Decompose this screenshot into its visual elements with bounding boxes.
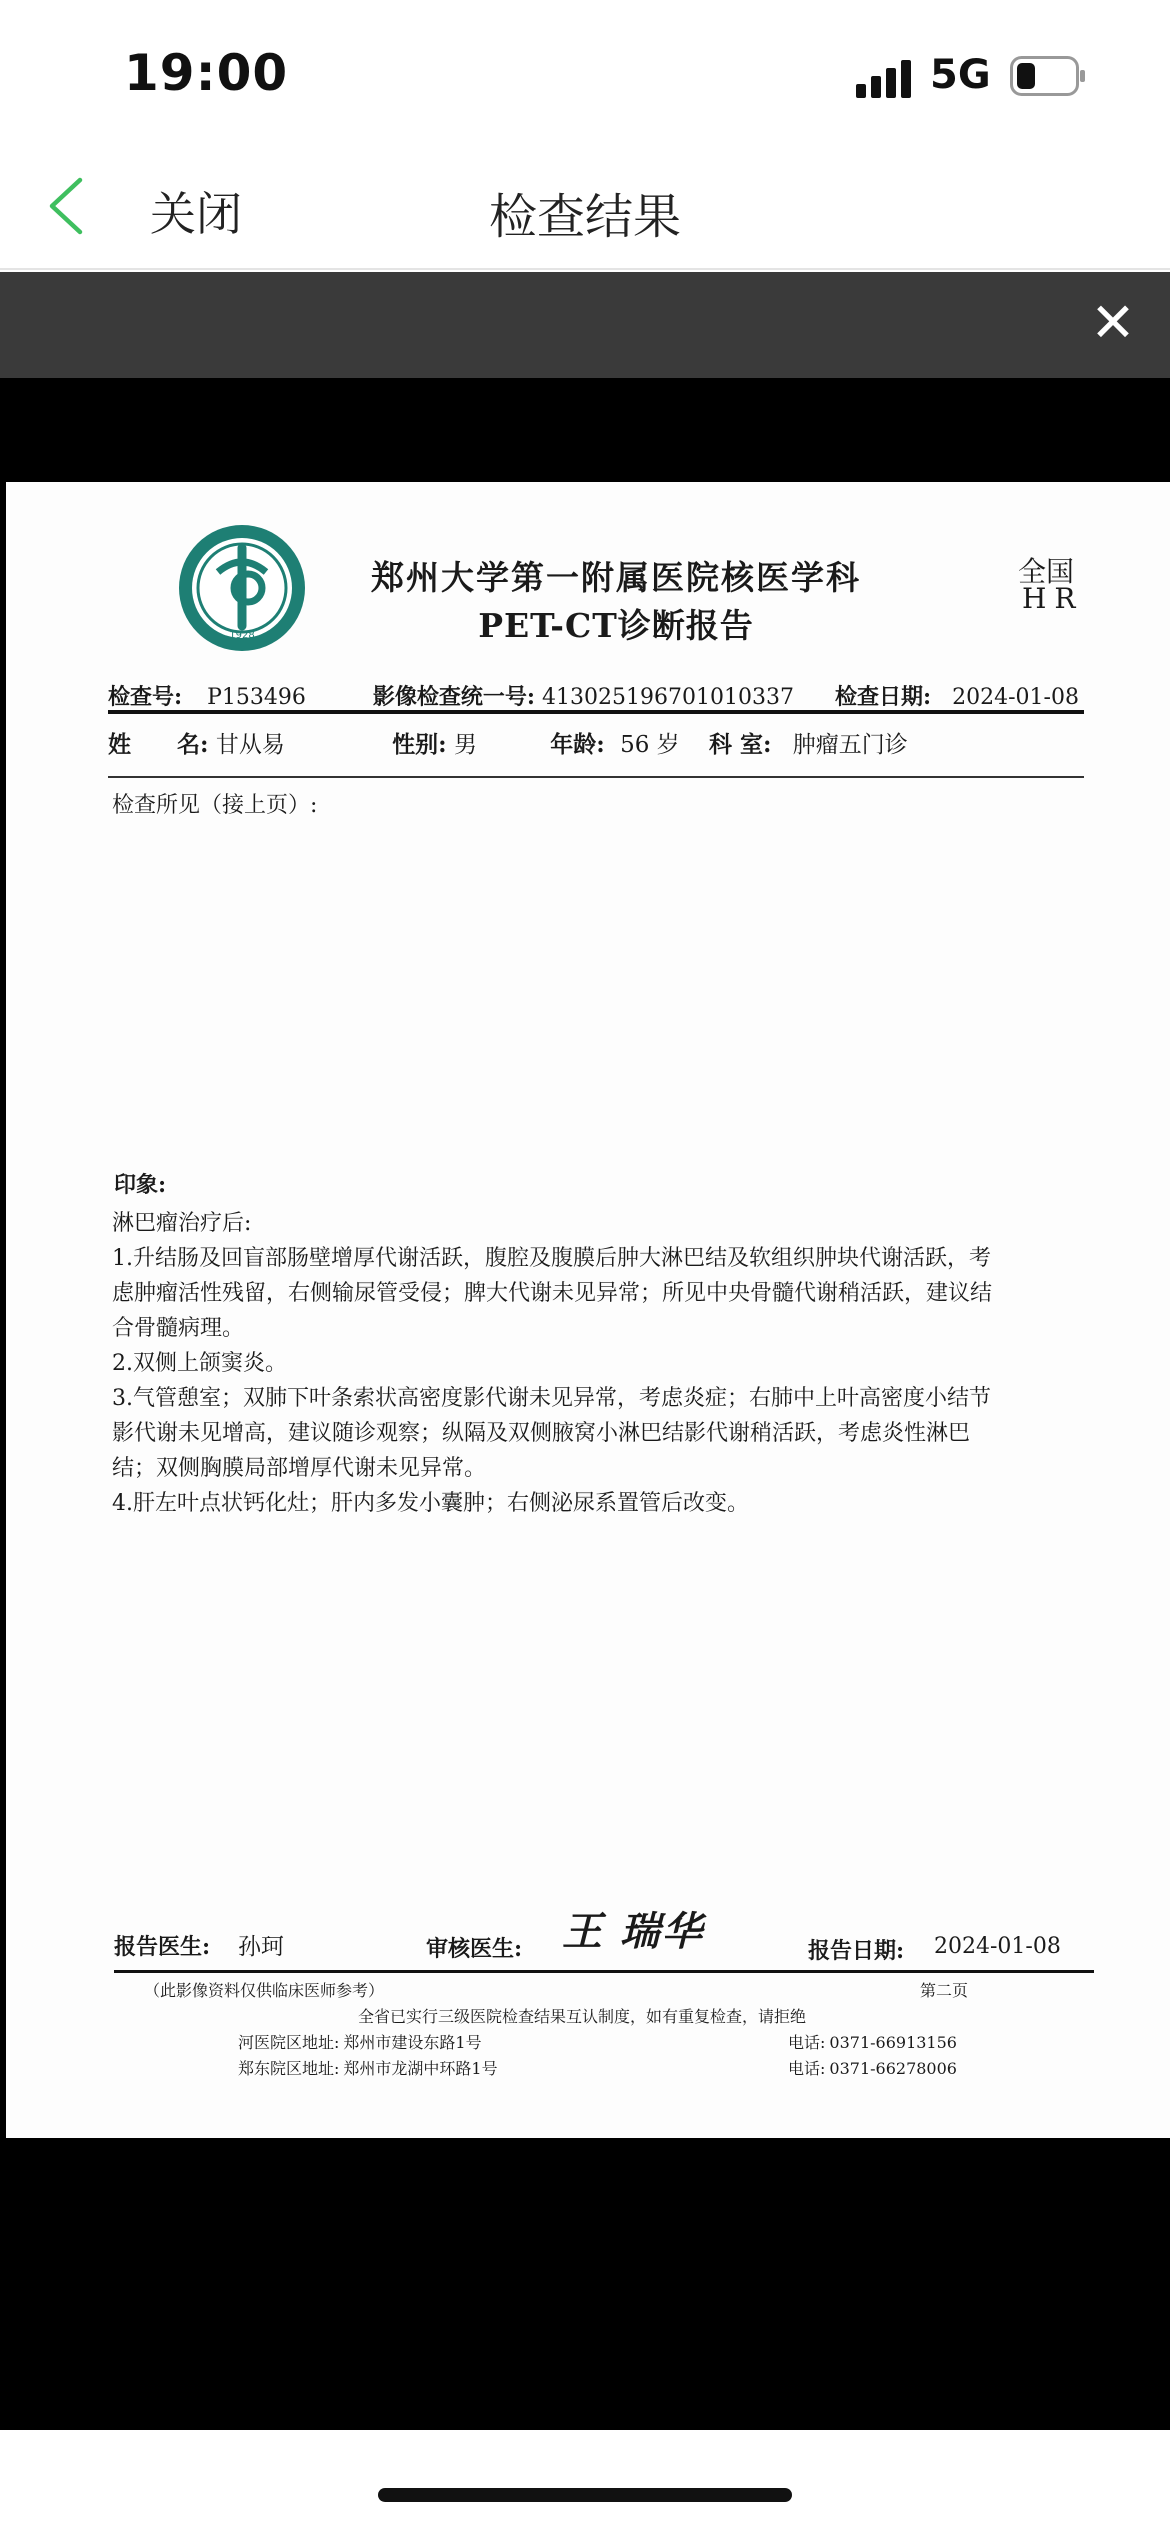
close-icon[interactable]: ✕ bbox=[1090, 291, 1136, 354]
status-time: 19:00 bbox=[124, 44, 289, 102]
address-1: 河医院区地址: 郑州市建设东路1号 bbox=[238, 2033, 482, 2052]
image-id: 413025196701010337 bbox=[542, 685, 794, 710]
phone-2: 电话: 0371-66278006 bbox=[788, 2059, 957, 2078]
patient-rule bbox=[108, 776, 1084, 778]
image-id-label: 影像检查统一号: bbox=[372, 684, 536, 710]
sex-label: 性别: bbox=[392, 731, 447, 758]
patient-age: 56 岁 bbox=[620, 732, 680, 758]
report-document bbox=[6, 482, 1170, 2138]
dept-label: 科 室: bbox=[708, 731, 772, 758]
impression-line: 合骨髓病理。 bbox=[112, 1316, 245, 1341]
page-title: 检查结果 bbox=[488, 189, 681, 245]
footer-rule bbox=[114, 1970, 1094, 1973]
footer-policy: 全省已实行三级医院检查结果互认制度，如有重复检查，请拒绝 bbox=[358, 2007, 807, 2026]
age-label: 年龄: bbox=[550, 731, 605, 758]
footer-note: （此影像资料仅供临床医师参考） bbox=[144, 1981, 385, 2000]
phone-1: 电话: 0371-66913156 bbox=[788, 2033, 957, 2052]
exam-date: 2024-01-08 bbox=[952, 685, 1079, 710]
exam-no-label: 检查号: bbox=[108, 684, 183, 710]
svg-text:1928: 1928 bbox=[229, 630, 255, 641]
national-mark: 全国 bbox=[1018, 555, 1075, 588]
name-label: 姓 名: bbox=[108, 731, 209, 758]
patient-sex: 男 bbox=[453, 732, 477, 758]
report-title: PET-CT诊断报告 bbox=[478, 606, 754, 645]
signal-strength-icon bbox=[856, 60, 912, 98]
impression-line: 结；双侧胸膜局部增厚代谢未见异常。 bbox=[112, 1456, 487, 1481]
impression-line: 3.气管憩室；双肺下叶条索状高密度影代谢未见异常，考虑炎症；右肺中上叶高密度小结节 bbox=[112, 1386, 991, 1411]
hospital-logo bbox=[176, 522, 308, 654]
patient-row bbox=[108, 726, 908, 759]
report-date-label: 报告日期: bbox=[808, 1938, 905, 1964]
nav-divider bbox=[0, 268, 1170, 270]
header-rule bbox=[108, 710, 1084, 714]
impression-line: 淋巴瘤治疗后: bbox=[112, 1211, 252, 1236]
impression-label: 印象: bbox=[114, 1172, 167, 1198]
reviewer-label: 审核医生: bbox=[426, 1936, 523, 1962]
patient-dept: 肿瘤五门诊 bbox=[792, 732, 908, 758]
close-button[interactable]: 关闭 bbox=[150, 187, 242, 241]
national-mark-hr: HR bbox=[1022, 582, 1084, 615]
findings-label: 检查所见（接上页）: bbox=[112, 793, 318, 818]
impression-line: 2.双侧上颌窦炎。 bbox=[112, 1351, 287, 1376]
impression-text bbox=[112, 1206, 1072, 1521]
impression-line: 影代谢未见增高，建议随诊观察；纵隔及双侧腋窝小淋巴结影代谢稍活跃，考虑炎性淋巴 bbox=[112, 1421, 971, 1446]
impression-line: 4.肝左叶点状钙化灶；肝内多发小囊肿；右侧泌尿系置管后改变。 bbox=[112, 1491, 749, 1516]
network-type: 5G bbox=[930, 52, 991, 98]
reporter-label: 报告医生: bbox=[114, 1934, 211, 1960]
page-label: 第二页 bbox=[920, 1981, 969, 2000]
battery-icon bbox=[1010, 56, 1086, 96]
impression-line: 虑肿瘤活性残留，右侧输尿管受侵；脾大代谢未见异常；所见中央骨髓代谢稍活跃，建议结 bbox=[112, 1281, 993, 1306]
report-date: 2024-01-08 bbox=[934, 1934, 1061, 1959]
patient-name: 甘从易 bbox=[215, 732, 285, 758]
reporter-name: 孙珂 bbox=[238, 1934, 284, 1960]
reviewer-signature: 王 瑞华 bbox=[562, 1908, 704, 1955]
exam-id-row bbox=[108, 680, 1079, 711]
exam-no: P153496 bbox=[207, 685, 306, 710]
viewer-toolbar bbox=[0, 272, 1170, 378]
address-2: 郑东院区地址: 郑州市龙湖中环路1号 bbox=[238, 2059, 498, 2078]
hospital-name: 郑州大学第一附属医院核医学科 bbox=[371, 558, 861, 597]
exam-date-label: 检查日期: bbox=[835, 684, 932, 710]
impression-line: 1.升结肠及回盲部肠壁增厚代谢活跃，腹腔及腹膜后肿大淋巴结及软组织肿块代谢活跃，考 bbox=[112, 1246, 991, 1271]
home-indicator[interactable] bbox=[378, 2488, 792, 2502]
